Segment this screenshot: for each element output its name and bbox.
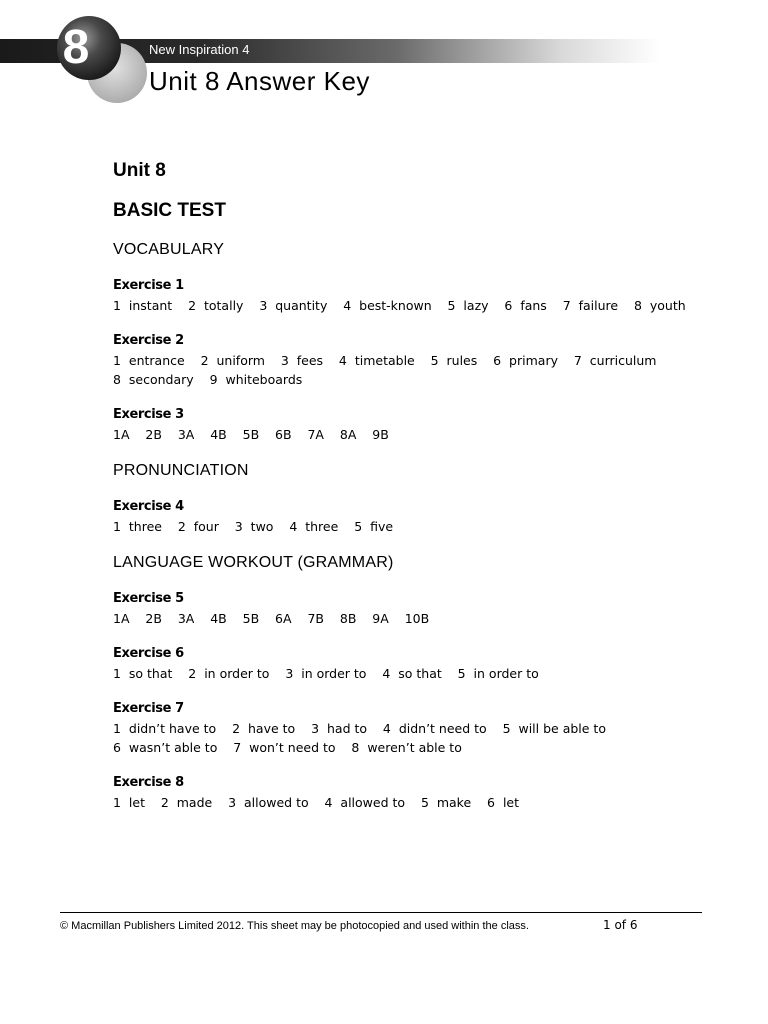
test-heading: BASIC TEST (113, 200, 226, 221)
section-heading-pronunciation: PRONUNCIATION (113, 462, 249, 479)
exercise-title: Exercise 7 (113, 701, 184, 716)
exercise-title: Exercise 6 (113, 646, 184, 661)
exercise-title: Exercise 4 (113, 499, 184, 514)
footer-divider (60, 912, 702, 913)
unit-badge (0, 0, 160, 110)
exercise-answers: 1 instant 2 totally 3 quantity 4 best-known 5 lazy 6 fans 7 failure 8 youth (113, 298, 686, 313)
copyright-notice: © Macmillan Publishers Limited 2012. This sheet may be photocopied and used within the class. (60, 920, 529, 932)
unit-heading: Unit 8 (113, 160, 166, 181)
exercise-answers: 1 entrance 2 uniform 3 fees 4 timetable 5 rules 6 primary 7 curriculum (113, 353, 657, 368)
exercise-3 (113, 407, 713, 444)
badge-number: 8 (62, 21, 90, 74)
exercise-title: Exercise 5 (113, 591, 184, 606)
section-heading-grammar: LANGUAGE WORKOUT (GRAMMAR) (113, 554, 394, 571)
page-number: 1 of 6 (603, 918, 638, 932)
exercise-answers: 8 secondary 9 whiteboards (113, 372, 303, 387)
exercise-answers: 1A 2B 3A 4B 5B 6B 7A 8A 9B (113, 427, 389, 442)
exercise-title: Exercise 1 (113, 278, 184, 293)
exercise-6 (113, 646, 713, 683)
exercise-2 (113, 333, 713, 389)
series-title: New Inspiration 4 (149, 42, 250, 57)
exercise-1 (113, 278, 713, 315)
exercise-title: Exercise 3 (113, 407, 184, 422)
exercise-answers: 1A 2B 3A 4B 5B 6A 7B 8B 9A 10B (113, 611, 430, 626)
exercise-4 (113, 499, 713, 536)
exercise-title: Exercise 2 (113, 333, 184, 348)
exercise-title: Exercise 8 (113, 775, 184, 790)
exercise-answers: 1 three 2 four 3 two 4 three 5 five (113, 519, 394, 534)
exercise-answers: 1 didn’t have to 2 have to 3 had to 4 didn’t need to 5 will be able to (113, 721, 606, 736)
answer-key-content (113, 160, 713, 830)
exercise-5 (113, 591, 713, 628)
exercise-answers: 6 wasn’t able to 7 won’t need to 8 weren’t able to (113, 740, 462, 755)
exercise-7 (113, 701, 713, 757)
exercise-answers: 1 let 2 made 3 allowed to 4 allowed to 5 make 6 let (113, 795, 520, 810)
exercise-answers: 1 so that 2 in order to 3 in order to 4 so that 5 in order to (113, 666, 539, 681)
page-title: Unit 8 Answer Key (149, 66, 370, 96)
section-heading-vocabulary: VOCABULARY (113, 241, 225, 258)
exercise-8 (113, 775, 713, 812)
